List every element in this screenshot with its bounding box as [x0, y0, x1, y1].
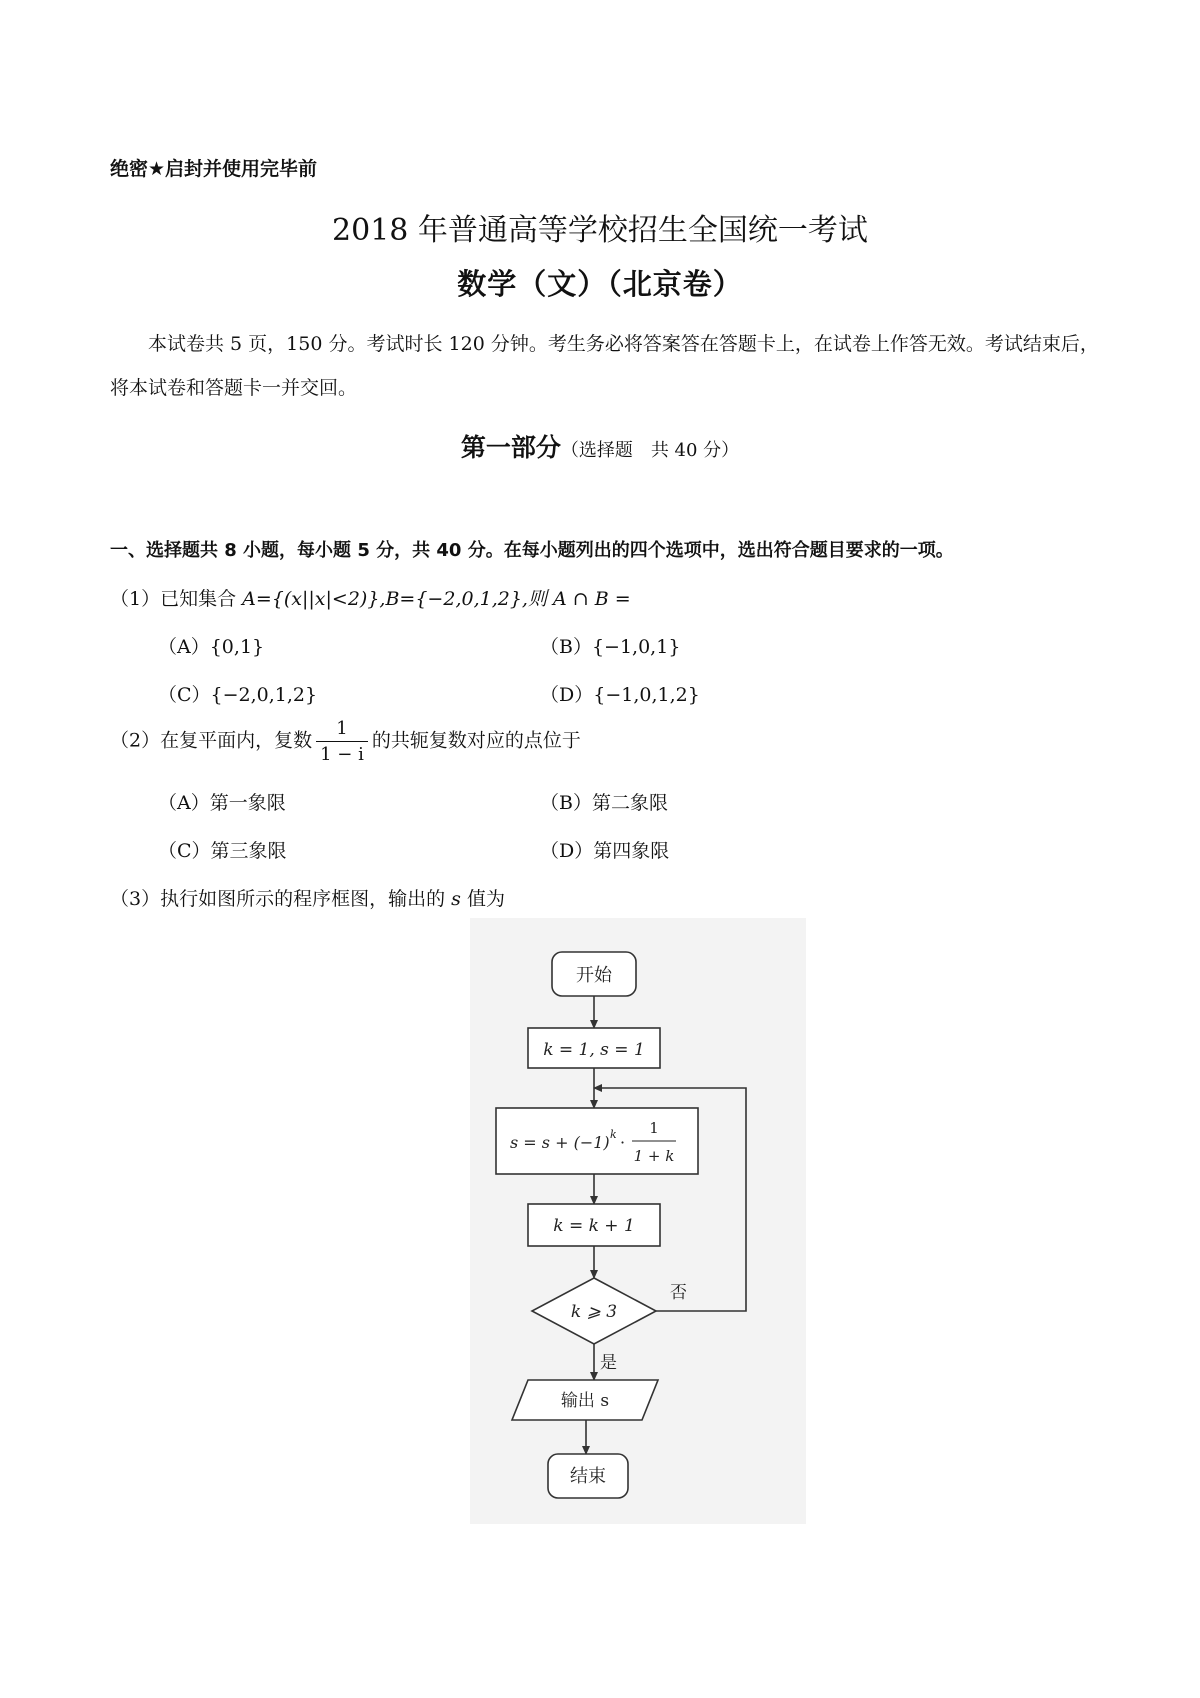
- output-label: 输出 s: [560, 1391, 610, 1411]
- question-number: （3）: [110, 888, 161, 910]
- option-c: （C）{−2,0,1,2}: [158, 684, 318, 706]
- exam-instructions: 本试卷共 5 页，150 分。考试时长 120 分钟。考生务必将答案答在答题卡上，在试卷上作答无效。考试结束后，将本试卷和答题卡一并交回。: [110, 333, 1099, 399]
- option-d: （D）{−1,0,1,2}: [540, 684, 700, 706]
- part-heading: [0, 428, 1200, 464]
- start-label: 开始: [576, 965, 612, 986]
- option-d: （D）第四象限: [540, 840, 670, 862]
- exam-title: 2018 年普通高等学校招生全国统一考试: [332, 213, 868, 248]
- option-a: （A）第一象限: [158, 792, 286, 814]
- option-b: （B）{−1,0,1}: [540, 636, 681, 658]
- update-s-denominator: 1 + k: [633, 1147, 675, 1165]
- yes-label: 是: [600, 1353, 617, 1373]
- question-expression: A ∩ B =: [553, 588, 631, 610]
- question-text-continued: 的共轭复数对应的点位于: [371, 729, 581, 752]
- question-variable: s: [451, 888, 461, 910]
- update-s-dot: ·: [620, 1133, 626, 1152]
- flowchart-panel: [470, 918, 806, 1524]
- confidential-note: 绝密★启封并使用完毕前: [110, 158, 318, 180]
- update-s-exponent: k: [610, 1128, 617, 1141]
- update-s-numerator: 1: [649, 1119, 659, 1137]
- question-2: [110, 718, 581, 765]
- update-k-label: k = k + 1: [553, 1216, 635, 1236]
- no-label: 否: [670, 1283, 687, 1303]
- question-text: 已知集合: [160, 588, 243, 610]
- update-s-formula: s = s + (−1): [510, 1133, 610, 1152]
- option-c: （C）第三象限: [158, 840, 287, 862]
- condition-label: k ⩾ 3: [570, 1302, 618, 1322]
- fraction-numerator: 1: [316, 718, 368, 742]
- question-3: [110, 884, 505, 911]
- question-text: 在复平面内，复数: [160, 729, 313, 752]
- question-text: 执行如图所示的程序框图，输出的: [160, 888, 452, 910]
- part-subtitle: （选择题 共 40 分）: [560, 440, 740, 461]
- question-number: （2）: [110, 729, 161, 752]
- part-title: 第一部分: [460, 433, 561, 462]
- question-text-continued: 值为: [460, 888, 505, 910]
- flowchart: [470, 918, 806, 1524]
- init-label: k = 1, s = 1: [543, 1040, 645, 1060]
- question-1: [110, 584, 631, 611]
- question-set-definition: A={(x||x|<2)},B={−2,0,1,2},则: [242, 588, 547, 610]
- fraction: [316, 718, 368, 765]
- exam-subject: 数学（文）（北京卷）: [457, 267, 743, 301]
- section-heading: 一、选择题共 8 小题，每小题 5 分，共 40 分。在每小题列出的四个选项中，选出符合题目要求的一项。: [110, 540, 954, 561]
- option-a: （A）{0,1}: [158, 636, 265, 658]
- option-b: （B）第二象限: [540, 792, 668, 814]
- question-number: （1）: [110, 588, 161, 610]
- end-label: 结束: [570, 1466, 606, 1487]
- fraction-denominator: 1 − i: [320, 744, 364, 765]
